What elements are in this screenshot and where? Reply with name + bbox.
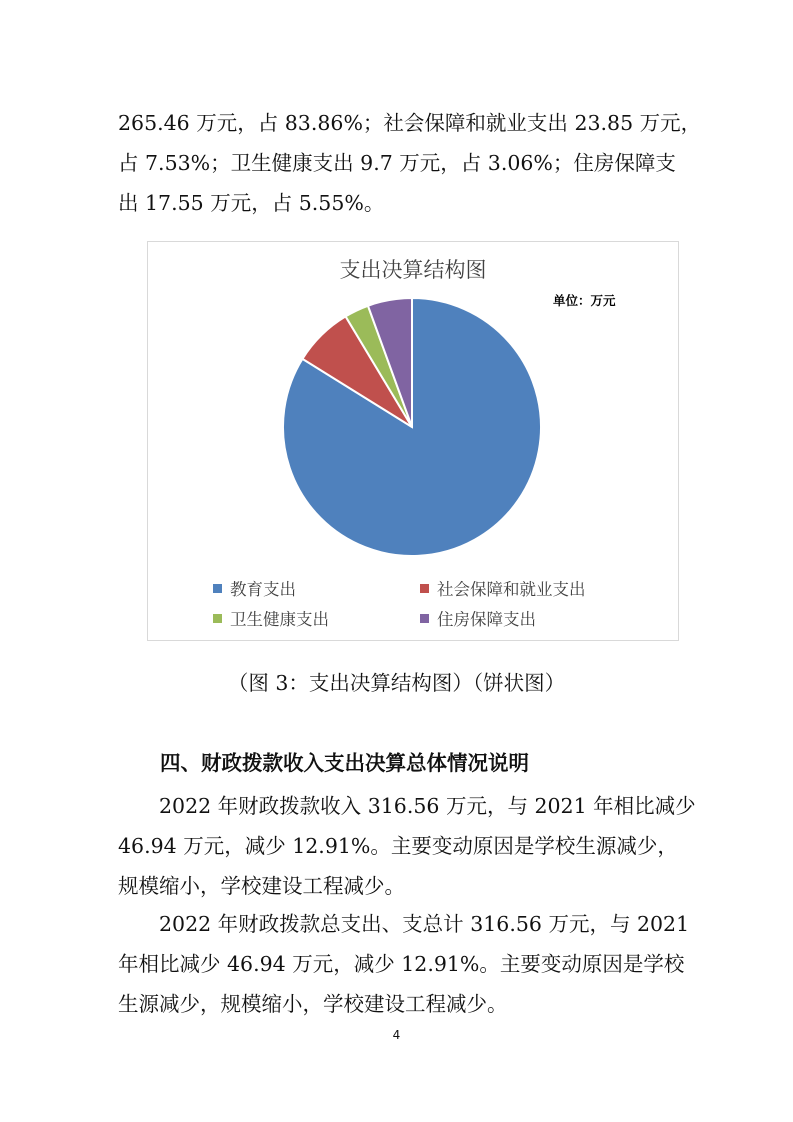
pie-chart — [270, 285, 555, 570]
legend-swatch-social-security — [420, 584, 429, 593]
legend-swatch-health — [213, 614, 222, 623]
legend-item-housing — [420, 606, 536, 630]
legend-item-social-security — [420, 576, 586, 600]
legend-label-health: 卫生健康支出 — [230, 610, 329, 629]
paragraph-appropriation-expenditure — [118, 904, 690, 1024]
legend-label-social-security: 社会保障和就业支出 — [437, 580, 586, 599]
intro-line-1: 265.46 万元，占 83.86%；社会保障和就业支出 23.85 万元， — [118, 111, 702, 135]
para2-line-1: 2022 年财政拨款收入 316.56 万元，与 2021 年相比减少 — [159, 794, 696, 818]
para3-line-3: 生源减少，规模缩小，学校建设工程减少。 — [118, 992, 508, 1016]
legend-item-health — [213, 606, 329, 630]
legend-label-education: 教育支出 — [230, 580, 296, 599]
para2-line-3: 规模缩小，学校建设工程减少。 — [118, 874, 405, 898]
chart-unit-label: 单位：万元 — [553, 293, 616, 308]
para3-line-2: 年相比减少 46.94 万元，减少 12.91%。主要变动原因是学校 — [118, 952, 685, 976]
figure-caption: （图 3：支出决算结构图）（饼状图） — [227, 671, 566, 695]
paragraph-appropriation-income — [118, 786, 696, 906]
legend-swatch-education — [213, 584, 222, 593]
para3-line-1: 2022 年财政拨款总支出、支总计 316.56 万元，与 2021 — [159, 912, 690, 936]
para2-line-2: 46.94 万元，减少 12.91%。主要变动原因是学校生源减少， — [118, 834, 678, 858]
section-heading: 四、财政拨款收入支出决算总体情况说明 — [160, 751, 529, 775]
legend-label-housing: 住房保障支出 — [437, 610, 536, 629]
legend-swatch-housing — [420, 614, 429, 623]
chart-title: 支出决算结构图 — [339, 258, 487, 282]
intro-paragraph — [118, 103, 702, 223]
legend-item-education — [213, 576, 296, 600]
page-number: 4 — [392, 1028, 401, 1042]
intro-line-3: 出 17.55 万元，占 5.55%。 — [118, 191, 385, 215]
intro-line-2: 占 7.53%；卫生健康支出 9.7 万元，占 3.06%；住房保障支 — [118, 151, 676, 175]
